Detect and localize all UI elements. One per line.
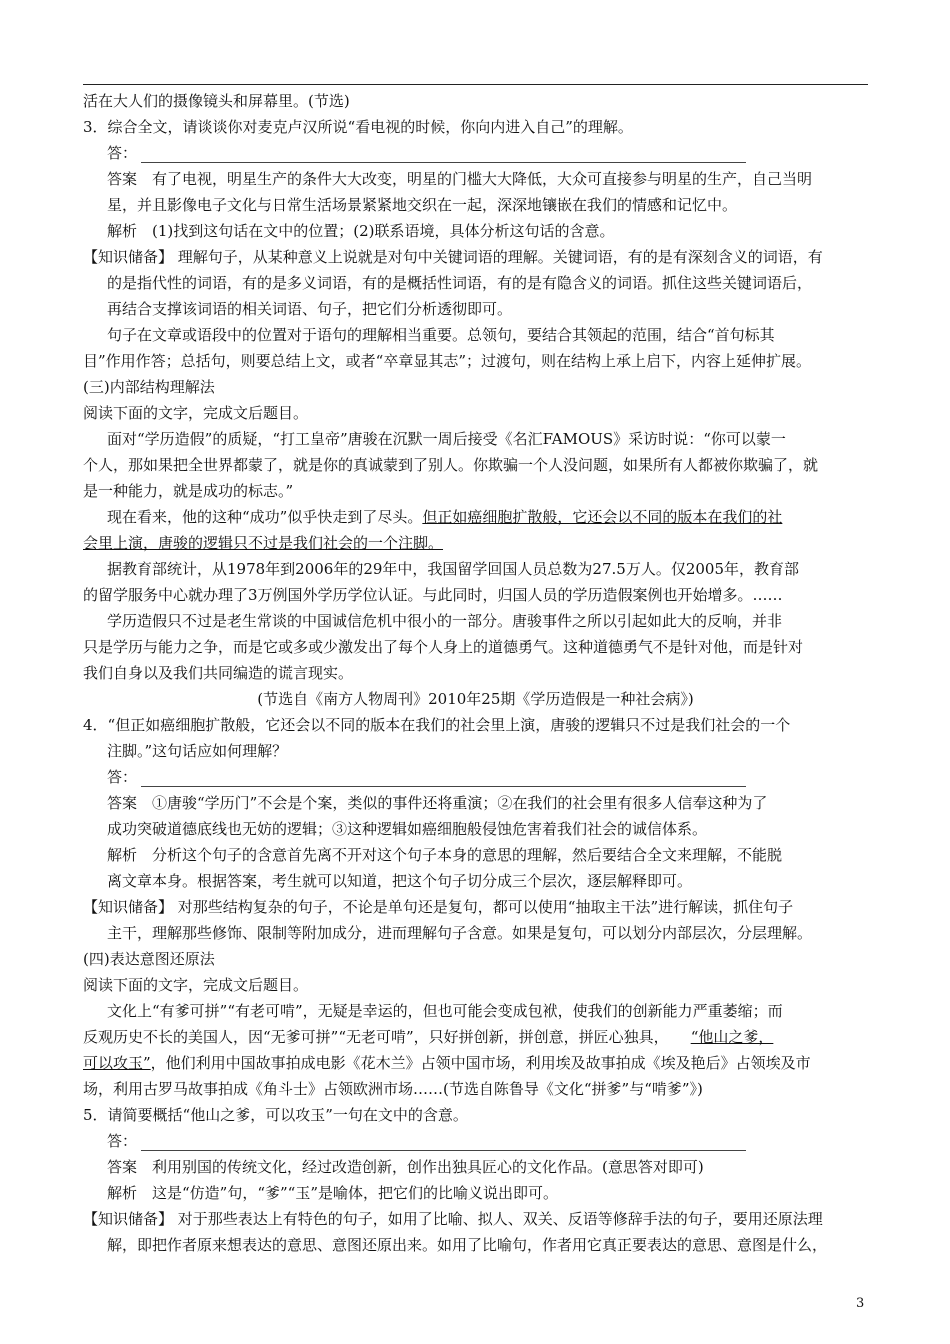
answer-text: 星，并且影像电子文化与日常生活场景紧紧地交织在一起，深深地镶嵌在我们的情感和记忆中。 (107, 196, 738, 214)
question-5: 5．请简要概括“他山之爹，可以攻玉”一句在文中的含意。 (83, 1106, 468, 1124)
passage-line: 现在看来，他的这种“成功”似乎快走到了尽头。但正如癌细胞扩散般，它还会以不同的版本在我们的社 (107, 508, 783, 526)
passage-line: 只是学历与能力之争，而是它或多或少激发出了每个人身上的道德勇气。这种道德勇气不是针对他，而是针对 (83, 638, 804, 656)
passage-line: 场，利用古罗马故事拍成《角斗士》占领欧洲市场……(节选自陈鲁导《文化“拼爹”与“啃爹”》) (83, 1080, 703, 1098)
question-4: 注脚。”这句话应如何理解？ (107, 742, 288, 760)
question-4: 4．“但正如癌细胞扩散般，它还会以不同的版本在我们的社会里上演，唐骏的逻辑只不过是我们社会的一个 (83, 716, 791, 734)
section-heading: (三)内部结构理解法 (83, 378, 215, 396)
answer-blank[interactable] (141, 770, 746, 787)
analysis-text: 解析 这是“仿造”句，“爹”“玉”是喻体，把它们的比喻义说出即可。 (107, 1184, 559, 1202)
page-number: 3 (856, 1296, 865, 1311)
question-3: 3．综合全文，请谈谈你对麦克卢汉所说“看电视的时候，你向内进入自己”的理解。 (83, 118, 633, 136)
underlined-sentence: 会里上演，唐骏的逻辑只不过是我们社会的一个注脚。 (83, 534, 444, 552)
passage-line: 的留学服务中心就办理了3万例国外学历学位认证。与此同时，归国人员的学历造假案例也开始增多。…… (83, 586, 783, 604)
answer-prompt: 答： (83, 140, 868, 166)
underlined-sentence: 但正如癌细胞扩散般，它还会以不同的版本在我们的社 (422, 508, 783, 526)
answer-blank[interactable] (141, 1134, 746, 1151)
passage-line: 反观历史不长的美国人，因“无爹可拼”“无老可啃”，只好拼创新，拼创意，拼匠心独具， “他山之爹， (83, 1028, 774, 1046)
knowledge-note: 的是指代性的词语，有的是多义词语，有的是概括性词语，有的是有隐含义的词语。抓住这些关键词语后， (107, 274, 813, 292)
document-body (83, 88, 868, 1258)
answer-text: 成功突破道德底线也无妨的逻辑；③这种逻辑如癌细胞般侵蚀危害着我们社会的诚信体系。 (107, 820, 708, 838)
answer-text: 答案 有了电视，明星生产的条件大大改变，明星的门槛大大降低，大众可直接参与明星的生产，自己当明 (107, 170, 813, 188)
knowledge-note: 句子在文章或语段中的位置对于语句的理解相当重要。总领句，要结合其领起的范围，结合“首句标其 (107, 326, 775, 344)
knowledge-note: 【知识储备】 对那些结构复杂的句子，不论是单句还是复句，都可以使用“抽取主干法”进行解读，抓住句子 (83, 898, 794, 916)
analysis-text: 解析 (1)找到这句话在文中的位置；(2)联系语境，具体分析这句话的含意。 (107, 222, 615, 240)
passage-line: 我们自身以及我们共同编造的谎言现实。 (83, 664, 354, 682)
passage-line: 个人，那如果把全世界都蒙了，就是你的真诚蒙到了别人。你欺骗一个人没问题，如果所有人都被你欺骗了，就 (83, 456, 819, 474)
answer-prompt: 答： (83, 764, 868, 790)
knowledge-note: 【知识储备】 理解句子，从某种意义上说就是对句中关键词语的理解。关键词语，有的是有深刻含义的词语，有 (83, 248, 823, 266)
section-heading: (四)表达意图还原法 (83, 950, 215, 968)
passage-line: 据教育部统计，从1978年到2006年的29年中，我国留学回国人员总数为27.5万人。仅2005年，教育部 (107, 560, 800, 578)
passage-line: 面对“学历造假”的质疑，“打工皇帝”唐骏在沉默一周后接受《名汇FAMOUS》采访时说：“你可以蒙一 (107, 430, 786, 448)
passage-line: 学历造假只不过是老生常谈的中国诚信危机中很小的一部分。唐骏事件之所以引起如此大的反响，并非 (107, 612, 783, 630)
answer-prompt: 答： (83, 1128, 868, 1154)
knowledge-note: 目”作用作答；总括句，则要总结上文，或者“卒章显其志”；过渡句，则在结构上承上启下，内容上延伸扩展。 (83, 352, 812, 370)
knowledge-note: 解，即把作者原来想表达的意思、意图还原出来。如用了比喻句，作者用它真正要表达的意思、意图是什么， (107, 1236, 828, 1254)
instruction: 阅读下面的文字，完成文后题目。 (83, 976, 309, 994)
underlined-phrase: “他山之爹， (690, 1028, 774, 1046)
answer-text: 答案 ①唐骏“学历门”不会是个案，类似的事件还将重演；②在我们的社会里有很多人信奉这种为了 (107, 794, 768, 812)
passage-line (83, 530, 868, 556)
knowledge-note: 【知识储备】 对于那些表达上有特色的句子，如用了比喻、拟人、双关、反语等修辞手法的句子，要用还原法理 (83, 1210, 823, 1228)
knowledge-note: 主干，理解那些修饰、限制等附加成分，进而理解句子含意。如果是复句，可以划分内部层次，分层理解。 (107, 924, 813, 942)
knowledge-note: 再结合支撑该词语的相关词语、句子，把它们分析透彻即可。 (107, 300, 513, 318)
passage-line: 是一种能力，就是成功的标志。” (83, 482, 294, 500)
passage-line: 可以攻玉”，他们利用中国故事拍成电影《花木兰》占领中国市场，利用埃及故事拍成《埃及艳后》占领埃及市 (83, 1054, 811, 1072)
source-citation: (节选自《南方人物周刊》2010年25期《学历造假是一种社会病》) (257, 690, 694, 708)
answer-text: 答案 利用别国的传统文化，经过改造创新，创作出独具匠心的文化作品。(意思答对即可) (107, 1158, 704, 1176)
header-rule (83, 84, 868, 85)
underlined-phrase: 可以攻玉” (83, 1054, 151, 1072)
analysis-text: 解析 分析这个句子的含意首先离不开对这个句子本身的意思的理解，然后要结合全文来理解，不能脱 (107, 846, 783, 864)
instruction: 阅读下面的文字，完成文后题目。 (83, 404, 309, 422)
text-line: 活在大人们的摄像镜头和屏幕里。(节选) (83, 92, 350, 110)
analysis-text: 离文章本身。根据答案，考生就可以知道，把这个句子切分成三个层次，逐层解释即可。 (107, 872, 693, 890)
answer-blank[interactable] (141, 146, 746, 163)
passage-line: 文化上“有爹可拼”“有老可啃”，无疑是幸运的，但也可能会变成包袱，使我们的创新能力严重萎缩；而 (107, 1002, 783, 1020)
